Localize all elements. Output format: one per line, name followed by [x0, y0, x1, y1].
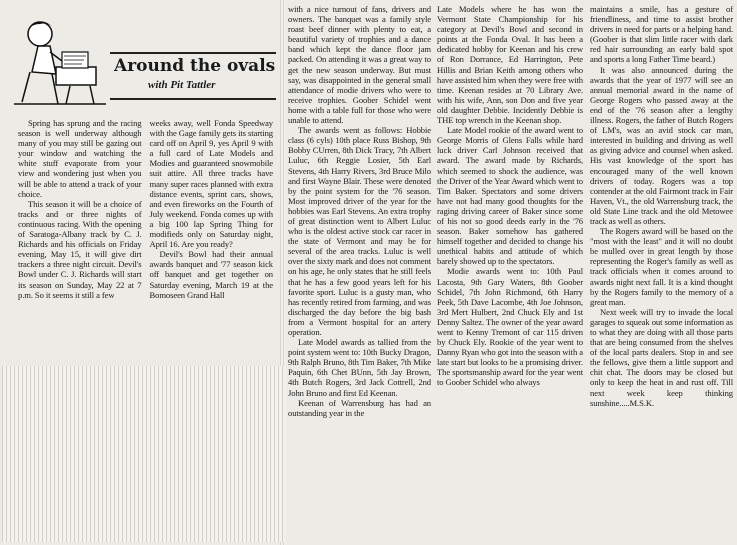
paragraph: The Rogers award will be based on the "most with the least" and it will no doubt be mulled over in great length by those representing the Roger's family as well as track officials when it comes around to awards night next fall. It is a kind thought by the Rogers family to the memory of a great man. [590, 226, 733, 307]
column-2 [288, 4, 431, 418]
paragraph: Late Model rookie of the award went to George Morris of Glens Falls while hard luck driver Carl Johnson received that award. The award made by Richards, which seemed to shock the audience, was the Driver of the Year Award which went to Tim Baker. Spectators and some drivers have not had many good thoughts for the raging driving career of Baker since some of his not so good deeds early in the '76 season. Baker somehow has gathered himself together and decided to change his unethical habits and attitude of which barely showed up to the spectators. [437, 125, 583, 267]
byline: with Pit Tattler [148, 79, 216, 91]
typist-cartoon-icon [10, 12, 110, 112]
column-3 [437, 4, 583, 388]
column-1 [18, 118, 273, 300]
paragraph: The awards went as follows: Hobbie class (6 cyls) 10th place Russ Bishop, 9th Bobby CUrren, 8th Dick Tracy, 7th Albert Luluc, 6th Reggie Losier, 5th Earl Stevens, 4th Harry Rivers, 3rd Bruce Milo and first Wayne Blair. These were denoted by the point system for the '76 season. Most improved driver of the year for the hobbies was Earl Stevens. An extra trophy of great distinction went to Albert Luluc who is the oldest active stock car racer in the state of Vermont and may be for several of the area tracks. Luluc is well over the sixty mark and does not comment on his age, he only states that he still feels that he has a few good years left for his favorite sport. Luluc is a gusty man, who has recently retired from farming, and was discharged the day before the big bash from a Vermont hospital for an artery operation. [288, 125, 431, 337]
paragraph: weeks away, well Fonda Speedway with the Gage family gets its starting card off on April 9, yes April 9 with a full card of Late Models and Modies and guaranteed snowmobile suit attire. All three tracks have many super races planned with extra distance events, sprint cars, shows, and even fireworks on the Fourth of July weekend. Fonda comes up with a big 100 lap Spring Thing for modifieds only on Saturday night, April 16. Are you ready? [149, 118, 273, 250]
paragraph: Next week will try to invade the local garages to squeak out some information as to what they are doing with all those parts that are being consumed from the shelves of the local parts dealers. Stop in and see the fellows, give them a little support and chit chat. The doors may be closed but only to keep the heat in and rust off. Till next week keep thinking sunshine.....M.S.K. [590, 306, 733, 408]
header-rule [110, 52, 276, 54]
column-title: Around the ovals [114, 56, 276, 76]
header-rule [110, 98, 276, 100]
paragraph: Late Models where he has won the Vermont State Championship for his category at Devil's Bowl and second in points at the Fonda Oval. It has been a dedicated hobby for Keenan and his crew of Ron Dorrance, Ed Harrington, Pete Hillis and Brian Keith among others who have assisted him when they were free with time. Keenan resides at 70 Library Ave. with his wife, Ann, son Don and five year old daughter Debbie. Incidently Debbie is THE top wrench in the Keenan shop. [437, 4, 583, 126]
column-header [6, 6, 278, 114]
paragraph: This season it will be a choice of tracks and or three nights of continuous racing. With the opening of Saratoga-Albany track by C. J. Richards and his officials on Friday evening, May 15, it will give dirt trackers a three night circuit. Devil's Bowl under C. J. Richards will start its season on Sunday, May 22 at 7 p.m. So it seems it still a few [18, 198, 142, 300]
paragraph: Devil's Bowl had their annual awards banquet and '77 season kick off banquet and get together on Saturday evening, March 19 at the Bomoseen Grand Hall [149, 249, 273, 300]
paragraph: Keenan of Warrensburg has had an outstanding year in the [288, 397, 431, 418]
paragraph: It was also announced during the awards that the year of 1977 will see an annual memorial award in the name of George Rogers who passed away at the end of the '76 season after a lengthy illness. Rogers, the father of Butch Rogers of LM's, was an avid stock car man, interested in building and driving as well as giving advice and counsel when asked. His vast knowledge of the sport has encouraged many of the well known drivers of today. Rogers was a top contender at the old Fairmont track in Fair Haven, Vt., the old Warrensburg track, the old State Line track and the old Metowee track as well as others. [590, 64, 733, 226]
paragraph: with a nice turnout of fans, drivers and owners. The banquet was a family style roast beef dinner with plenty to eat, a beautiful variety of trophies and a dance band which kept the dance floor jam packed. On attending it was a great way to get the new season underway. But must say, was disappointed in the general small attendance of modie drivers who were to receive trophies. Goober Schidel went home with a table full for those who were unable to attend. [288, 4, 431, 126]
paragraph: Modie awards went to: 10th Paul Lacosta, 9th Gary Waters, 8th Goober Schidel, 7th John Richmond, 6th Harry Peek, 5th Dave Lacombe, 4th Joe Johnson, 3rd Mert Hulbert, 2nd Chuck Ely and 1st Denny Saltez. The owner of the year award went to Kenny Tremont of car 115 driven by Chuck Ely. Rookie of the year went to Danny Ryan who got into the season with a late start but looks to be a promising driver. The sportsmanship award for the year went to Goober Schidel who always [437, 266, 583, 388]
blank-hatched-area [2, 366, 284, 542]
paragraph: Late Model awards as tallied from the point system went to: 10th Bucky Dragon, 9th Ralph Bruno, 8th Tim Baker, 7th Mike Paquin, 6th Chet BUnn, 5th Jay Brown, 4th Butch Rogers, 3rd Jack Cottrell, 2nd John Bruno and first Ed Keenan. [288, 337, 431, 398]
paragraph: maintains a smile, has a gesture of friendliness, and time to assist brother drivers in need for parts or a helping hand. (Goober is that slim little racer with dark red hair surrounding an early bald spot and sports a long Father Time beard.) [590, 4, 733, 65]
paragraph: Spring has sprung and the racing season is well underway although many of you may still be gazing out your window and watching the white stuff evaporate from your view and wondering just when you will be able to attend a track of your choice. [18, 118, 142, 199]
column-4 [590, 4, 733, 408]
